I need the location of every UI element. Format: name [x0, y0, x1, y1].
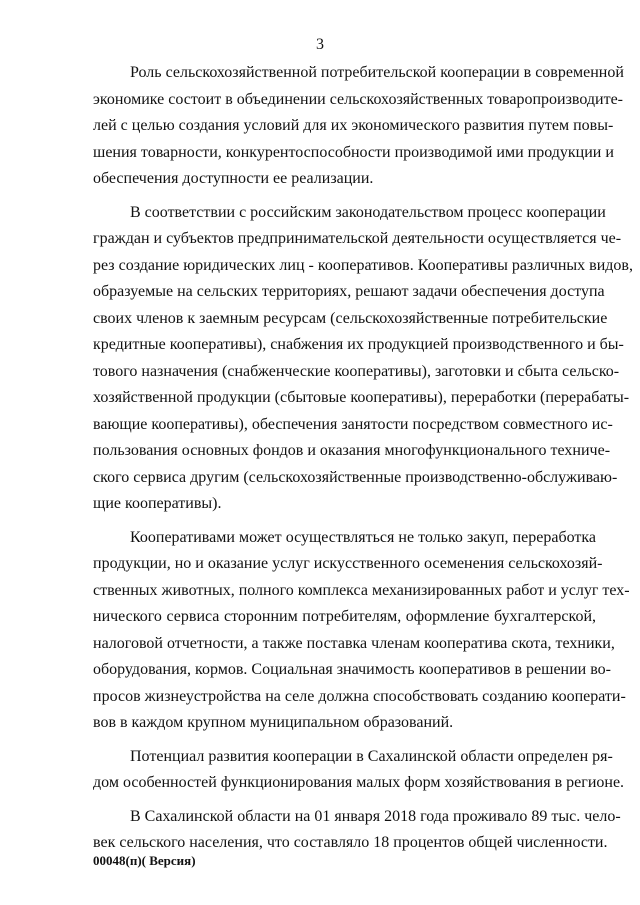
text-line: своих членов к заемным ресурсам (сельскохозяйственные потребительские [93, 309, 608, 327]
document-body [93, 60, 633, 864]
text-line: век сельского населения, что составляло 18 процентов общей численности. [93, 834, 608, 851]
text-line: ственных животных, полного комплекса механизированных работ и услуг тех- [93, 581, 630, 599]
text-line: В Сахалинской области на 01 января 2018 года проживало 89 тыс. чело- [130, 807, 621, 825]
text-line: щие кооперативы). [93, 495, 222, 512]
text-line: нического сервиса сторонним потребителям, оформление бухгалтерской, [93, 608, 596, 625]
page-number: 3 [316, 36, 324, 53]
text-line: граждан и субъектов предпринимательской деятельности осуществляется че- [93, 230, 622, 247]
text-line: налоговой отчетности, а также поставка членам кооператива скота, техники, [93, 634, 615, 652]
text-line: рез создание юридических лиц - кооперативов. Кооперативы различных видов, [93, 256, 633, 274]
text-line: просов жизнеустройства на селе должна способствовать созданию кооперати- [93, 687, 626, 705]
text-line: вающие кооперативы), обеспечения занятости посредством совместного ис- [93, 415, 613, 433]
text-line: шения товарности, конкурентоспособности производимой ими продукции и [93, 143, 614, 161]
text-line: тового назначения (снабженческие кооперативы), заготовки и сбыта сельско- [93, 362, 620, 380]
text-line: ского сервиса другим (сельскохозяйственные производственно-обслуживаю- [93, 468, 618, 486]
text-line: продукции, но и оказание услуг искусственного осеменения сельскохозяй- [93, 555, 603, 572]
text-line: образуемые на сельских территориях, решают задачи обеспечения доступа [93, 283, 605, 300]
text-line: Кооперативами может осуществляться не только закуп, переработка [130, 528, 596, 546]
text-line: лей с целью создания условий для их экономического развития путем повы- [93, 117, 614, 134]
text-line: оборудования, кормов. Социальная значимость кооперативов в решении во- [93, 661, 612, 678]
text-line: вов в каждом крупном муниципальном образований. [93, 714, 454, 731]
text-line: кредитные кооперативы), снабжения их продукцией производственного и бы- [93, 336, 624, 353]
text-line: Роль сельскохозяйственной потребительской кооперации в современной [130, 64, 624, 81]
paragraph-3 [93, 525, 630, 737]
text-line: обеспечения доступности ее реализации. [93, 170, 374, 187]
text-line: хозяйственной продукции (сбытовые кооперативы), переработки (перерабаты- [93, 389, 630, 406]
paragraph-4 [93, 744, 625, 797]
text-line: экономике состоит в объединении сельскохозяйственных товаропроизводите- [93, 90, 623, 108]
text-line: дом особенностей функционирования малых форм хозяйствования в регионе. [93, 774, 625, 791]
text-line: В соответствии с российским законодательством процесс кооперации [130, 203, 606, 221]
document-version-footer: 00048(п)( Версия) [93, 853, 196, 868]
paragraph-5 [93, 804, 621, 857]
paragraph-1 [93, 60, 624, 193]
paragraph-2 [93, 200, 633, 518]
text-line: пользования основных фондов и оказания многофункционального техниче- [93, 442, 611, 459]
text-line: Потенциал развития кооперации в Сахалинской области определен ря- [130, 747, 613, 765]
